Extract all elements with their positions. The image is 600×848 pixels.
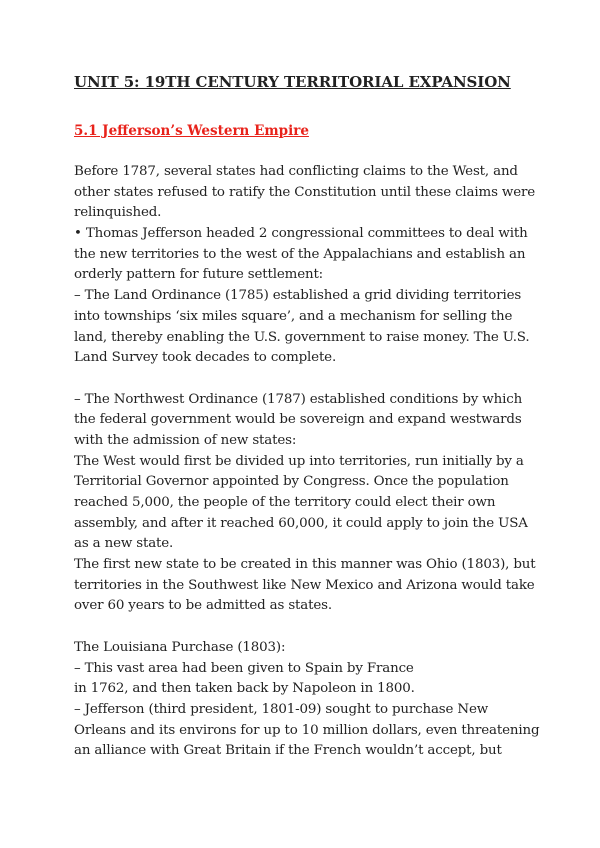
text-line: • Thomas Jefferson headed 2 congressional committees to deal with <box>74 226 528 242</box>
text-line: other states refused to ratify the Constitution until these claims were <box>74 184 536 200</box>
text-line: over 60 years to be admitted as states. <box>74 598 332 614</box>
text-line: Territorial Governor appointed by Congress. Once the population <box>74 474 509 490</box>
text-line: – The Northwest Ordinance (1787) established conditions by which <box>74 391 523 407</box>
text-line: relinquished. <box>74 205 162 221</box>
text-line: – Jefferson (third president, 1801-09) sought to purchase New <box>74 701 489 717</box>
text-line: Before 1787, several states had conflicting claims to the West, and <box>74 164 518 179</box>
paragraph-gap <box>74 617 544 638</box>
text-line: into townships ‘six miles square’, and a mechanism for selling the <box>74 308 513 324</box>
section-heading: 5.1 Jefferson’s Western Empire <box>74 123 309 139</box>
text-line: – This vast area had been given to Spain by France <box>74 660 414 676</box>
text-line: assembly, and after it reached 60,000, it could apply to join the USA <box>74 515 528 531</box>
text-line: The West would first be divided up into territories, run initially by a <box>74 453 524 469</box>
text-line: land, thereby enabling the U.S. government to raise money. The U.S. <box>74 329 530 345</box>
text-line: in 1762, and then taken back by Napoleon in 1800. <box>74 681 415 697</box>
body-text <box>74 162 544 762</box>
text-line: with the admission of new states: <box>74 432 297 448</box>
text-line: The first new state to be created in this manner was Ohio (1803), but <box>74 557 536 573</box>
text-line: the new territories to the west of the Appalachians and establish an <box>74 246 526 262</box>
paragraph-gap <box>74 369 544 390</box>
text-line: an alliance with Great Britain if the French wouldn’t accept, but <box>74 743 502 759</box>
text-line: the federal government would be sovereign and expand westwards <box>74 412 522 428</box>
text-line: orderly pattern for future settlement: <box>74 267 324 283</box>
unit-title: UNIT 5: 19TH CENTURY TERRITORIAL EXPANSION <box>74 73 511 91</box>
text-line: territories in the Southwest like New Mexico and Arizona would take <box>74 577 535 593</box>
text-line: reached 5,000, the people of the territory could elect their own <box>74 495 496 510</box>
text-line: – The Land Ordinance (1785) established a grid dividing territories <box>74 288 522 304</box>
text-line: Land Survey took decades to complete. <box>74 350 337 366</box>
text-line: as a new state. <box>74 536 174 552</box>
text-line: Orleans and its environs for up to 10 million dollars, even threatening <box>74 722 540 738</box>
text-line: The Louisiana Purchase (1803): <box>74 639 286 655</box>
